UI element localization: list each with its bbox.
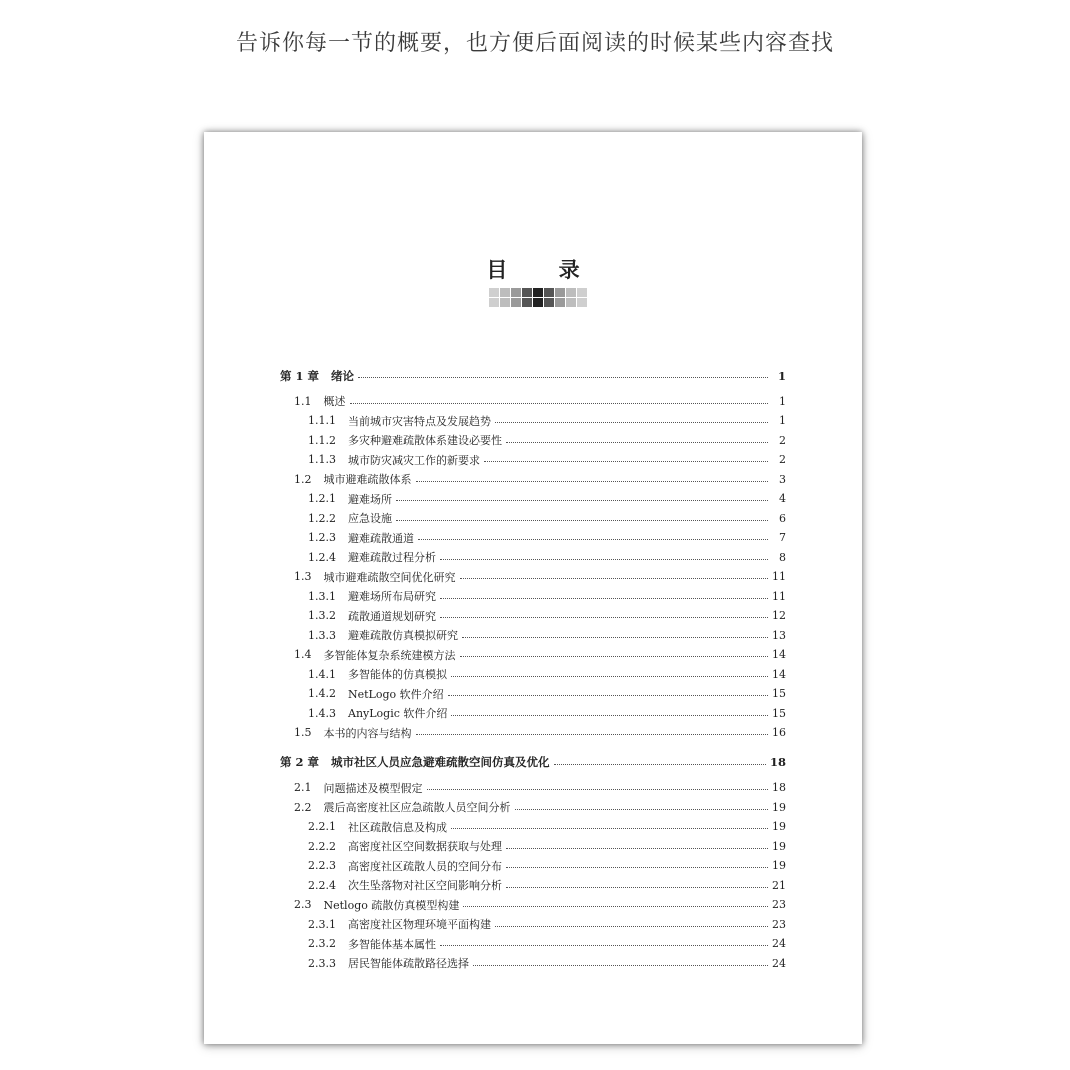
decor-square: [500, 298, 510, 307]
toc-entry-number: 第 2 章: [280, 755, 320, 770]
toc-subsection-entry: [280, 856, 786, 876]
decor-square: [555, 298, 565, 307]
toc-page-number: 13: [772, 628, 786, 642]
toc-entry-title: 避难场所: [348, 492, 392, 506]
toc-page-number: 2: [779, 453, 786, 467]
toc-entry-title: 居民智能体疏散路径选择: [348, 957, 469, 971]
toc-entry-number: 1.1: [294, 394, 312, 408]
toc-entry-title: 避难场所布局研究: [348, 590, 436, 604]
decor-square: [522, 288, 532, 297]
toc-leader-dots: [506, 848, 768, 849]
toc-subsection-entry: [280, 837, 786, 857]
toc-leader-dots: [448, 695, 768, 696]
toc-subsection-entry: [280, 915, 786, 935]
toc-leader-dots: [396, 520, 768, 521]
toc-entry-title: 避难疏散通道: [348, 531, 414, 545]
toc-subsection-entry: [280, 934, 786, 954]
toc-entry-number: 1.1.2: [308, 433, 336, 447]
toc-subsection-entry: [280, 548, 786, 568]
toc-page-number: 1: [777, 368, 786, 383]
toc-entry-title: 疏散通道规划研究: [348, 609, 436, 623]
decor-square: [489, 288, 499, 297]
toc-entry-number: 1.2.2: [308, 511, 336, 525]
toc-leader-dots: [451, 676, 768, 677]
toc-page-number: 16: [772, 726, 786, 740]
toc-entry-number: 1.3: [294, 570, 312, 584]
toc-page-number: 23: [772, 898, 786, 912]
decor-square: [511, 288, 521, 297]
toc-chapter-entry: [280, 753, 786, 773]
toc-leader-dots: [495, 422, 768, 423]
toc-page-number: 14: [772, 648, 786, 662]
toc-subsection-entry: [280, 626, 786, 646]
toc-entry-title: 避难疏散仿真模拟研究: [348, 629, 458, 643]
toc-page-number: 21: [772, 878, 786, 892]
toc-subsection-entry: [280, 684, 786, 704]
toc-subsection-entry: [280, 606, 786, 626]
decor-square: [544, 298, 554, 307]
toc-entry-title: 问题描述及模型假定: [323, 781, 423, 795]
toc-leader-dots: [396, 500, 768, 501]
toc-entry-number: 2.3: [294, 898, 312, 912]
toc-entry-title: 社区疏散信息及构成: [348, 820, 447, 834]
toc-entry-number: 1.4: [294, 648, 312, 662]
toc-leader-dots: [484, 461, 768, 462]
toc-subsection-entry: [280, 450, 786, 470]
toc-subsection-entry: [280, 411, 786, 431]
toc-entry-title: 震后高密度社区应急疏散人员空间分析: [323, 801, 511, 815]
toc-leader-dots: [462, 637, 768, 638]
toc-entry-number: 2.1: [294, 781, 312, 795]
toc-entry-title: 本书的内容与结构: [323, 726, 412, 740]
toc-entry-title: NetLogo 软件介绍: [348, 687, 444, 701]
toc-entry-title: 城市防灾减灾工作的新要求: [348, 453, 480, 467]
toc-subsection-entry: [280, 489, 786, 509]
toc-entry-title: 多智能体基本属性: [348, 937, 436, 951]
toc-leader-dots: [506, 887, 768, 888]
toc-leader-dots: [451, 828, 768, 829]
toc-subsection-entry: [280, 587, 786, 607]
decor-square: [544, 288, 554, 297]
toc-entry-number: 1.2.1: [308, 492, 336, 506]
toc-section-entry: [280, 567, 786, 587]
decor-square: [522, 298, 532, 307]
toc-entry-title: 避难疏散过程分析: [348, 551, 436, 565]
decor-square: [511, 298, 521, 307]
toc-page-number: 3: [779, 472, 786, 486]
toc-entry-number: 2.3.1: [308, 917, 336, 931]
toc-leader-dots: [440, 598, 768, 599]
toc-leader-dots: [554, 764, 766, 765]
toc-entry-title: 城市社区人员应急避难疏散空间仿真及优化: [331, 755, 550, 770]
toc-entry-number: 2.2.1: [308, 820, 336, 834]
decor-square: [533, 288, 543, 297]
toc-leader-dots: [440, 617, 768, 618]
toc-page-number: 24: [772, 956, 786, 970]
toc-page-number: 11: [772, 589, 786, 603]
toc-leader-dots: [473, 965, 768, 966]
toc-page-number: 7: [779, 531, 786, 545]
toc-entry-title: 当前城市灾害特点及发展趋势: [348, 414, 491, 428]
toc-leader-dots: [506, 442, 768, 443]
toc-section-entry: [280, 895, 786, 915]
toc-page-number: 15: [772, 687, 786, 701]
toc-section-entry: [280, 798, 786, 818]
decor-square: [489, 298, 499, 307]
toc-subsection-entry: [280, 431, 786, 451]
toc-section-entry: [280, 470, 786, 490]
decor-square: [500, 288, 510, 297]
toc-section-entry: [280, 778, 786, 798]
decor-square: [566, 288, 576, 297]
toc-page-number: 12: [772, 609, 786, 623]
toc-entry-number: 1.2.3: [308, 531, 336, 545]
book-page: [204, 132, 862, 1044]
toc-entry-number: 2.2.2: [308, 839, 336, 853]
toc-chapter-entry: [280, 366, 786, 386]
toc-entry-number: 1.2.4: [308, 550, 336, 564]
toc-entry-number: 1.3.1: [308, 589, 336, 603]
toc-leader-dots: [416, 481, 769, 482]
toc-leader-dots: [440, 559, 768, 560]
toc-title: 目 录: [486, 257, 602, 282]
toc-entry-number: 2.2.4: [308, 878, 336, 892]
toc-entry-title: Netlogo 疏散仿真模型构建: [323, 898, 460, 912]
toc-page-number: 24: [772, 937, 786, 951]
toc-leader-dots: [463, 906, 768, 907]
toc-section-entry: [280, 723, 786, 743]
toc-page-number: 18: [769, 755, 786, 770]
toc-entry-number: 1.3.3: [308, 628, 336, 642]
toc-entry-number: 2.3.3: [308, 956, 336, 970]
toc-leader-dots: [418, 539, 768, 540]
decor-square: [533, 298, 543, 307]
toc-page-number: 1: [779, 414, 786, 428]
toc-page-number: 19: [772, 820, 786, 834]
toc-page-number: 19: [772, 839, 786, 853]
toc-entry-title: 多灾种避难疏散体系建设必要性: [348, 434, 502, 448]
toc-entry-number: 2.3.2: [308, 937, 336, 951]
toc-entry-title: 次生坠落物对社区空间影响分析: [348, 879, 502, 893]
toc-subsection-entry: [280, 876, 786, 896]
caption-text: 告诉你每一节的概要，也方便后面阅读的时候某些内容查找: [235, 31, 834, 56]
toc-page-number: 8: [779, 550, 786, 564]
toc-subsection-entry: [280, 509, 786, 529]
toc-entry-number: 1.3.2: [308, 609, 336, 623]
toc-page-number: 19: [772, 800, 786, 814]
toc-leader-dots: [440, 945, 768, 946]
toc-entry-title: 高密度社区空间数据获取与处理: [348, 840, 502, 854]
decor-square: [566, 298, 576, 307]
toc-entry-number: 1.4.1: [308, 667, 336, 681]
decor-square: [577, 298, 587, 307]
toc-entry-title: 城市避难疏散空间优化研究: [323, 570, 456, 584]
toc-page-number: 2: [779, 433, 786, 447]
toc-page-number: 18: [772, 781, 786, 795]
toc-entry-number: 1.4.2: [308, 687, 336, 701]
toc-page-number: 1: [779, 394, 786, 408]
toc-section-entry: [280, 392, 786, 412]
toc-entry-title: 高密度社区物理环境平面构建: [348, 918, 491, 932]
toc-subsection-entry: [280, 528, 786, 548]
toc-leader-dots: [416, 734, 769, 735]
toc-leader-dots: [460, 656, 769, 657]
toc-entry-number: 2.2.3: [308, 859, 336, 873]
toc-entry-title: 高密度社区疏散人员的空间分布: [348, 859, 502, 873]
toc-entry-number: 1.2: [294, 472, 312, 486]
toc-subsection-entry: [280, 954, 786, 974]
table-of-contents: [280, 366, 786, 973]
toc-entry-title: 概述: [323, 395, 346, 409]
toc-leader-dots: [350, 403, 769, 404]
toc-subsection-entry: [280, 817, 786, 837]
toc-page-number: 15: [772, 706, 786, 720]
title-decoration-lower: [489, 298, 587, 307]
toc-entry-number: 第 1 章: [280, 368, 320, 383]
toc-leader-dots: [460, 578, 769, 579]
toc-entry-number: 1.5: [294, 726, 312, 740]
toc-leader-dots: [451, 715, 768, 716]
toc-entry-title: 应急设施: [348, 512, 392, 526]
toc-leader-dots: [427, 789, 769, 790]
toc-entry-number: 1.1.3: [308, 453, 336, 467]
toc-page-number: 4: [779, 492, 786, 506]
toc-entry-number: 1.1.1: [308, 414, 336, 428]
toc-page-number: 14: [772, 667, 786, 681]
toc-entry-title: 绪论: [331, 368, 355, 383]
toc-subsection-entry: [280, 665, 786, 685]
title-decoration: [489, 288, 587, 297]
toc-entry-title: 多智能体的仿真模拟: [348, 668, 447, 682]
toc-entry-number: 1.4.3: [308, 706, 336, 720]
toc-subsection-entry: [280, 704, 786, 724]
decor-square: [555, 288, 565, 297]
toc-leader-dots: [515, 809, 769, 810]
toc-section-entry: [280, 645, 786, 665]
toc-entry-number: 2.2: [294, 800, 312, 814]
toc-page-number: 11: [772, 570, 786, 584]
toc-page-number: 23: [772, 917, 786, 931]
toc-page-number: 19: [772, 859, 786, 873]
toc-entry-title: 多智能体复杂系统建模方法: [323, 648, 456, 662]
decor-square: [577, 288, 587, 297]
toc-page-number: 6: [779, 511, 786, 525]
toc-leader-dots: [506, 867, 768, 868]
toc-leader-dots: [495, 926, 768, 927]
toc-entry-title: AnyLogic 软件介绍: [348, 707, 448, 721]
toc-leader-dots: [358, 377, 768, 378]
toc-entry-title: 城市避难疏散体系: [323, 473, 412, 487]
